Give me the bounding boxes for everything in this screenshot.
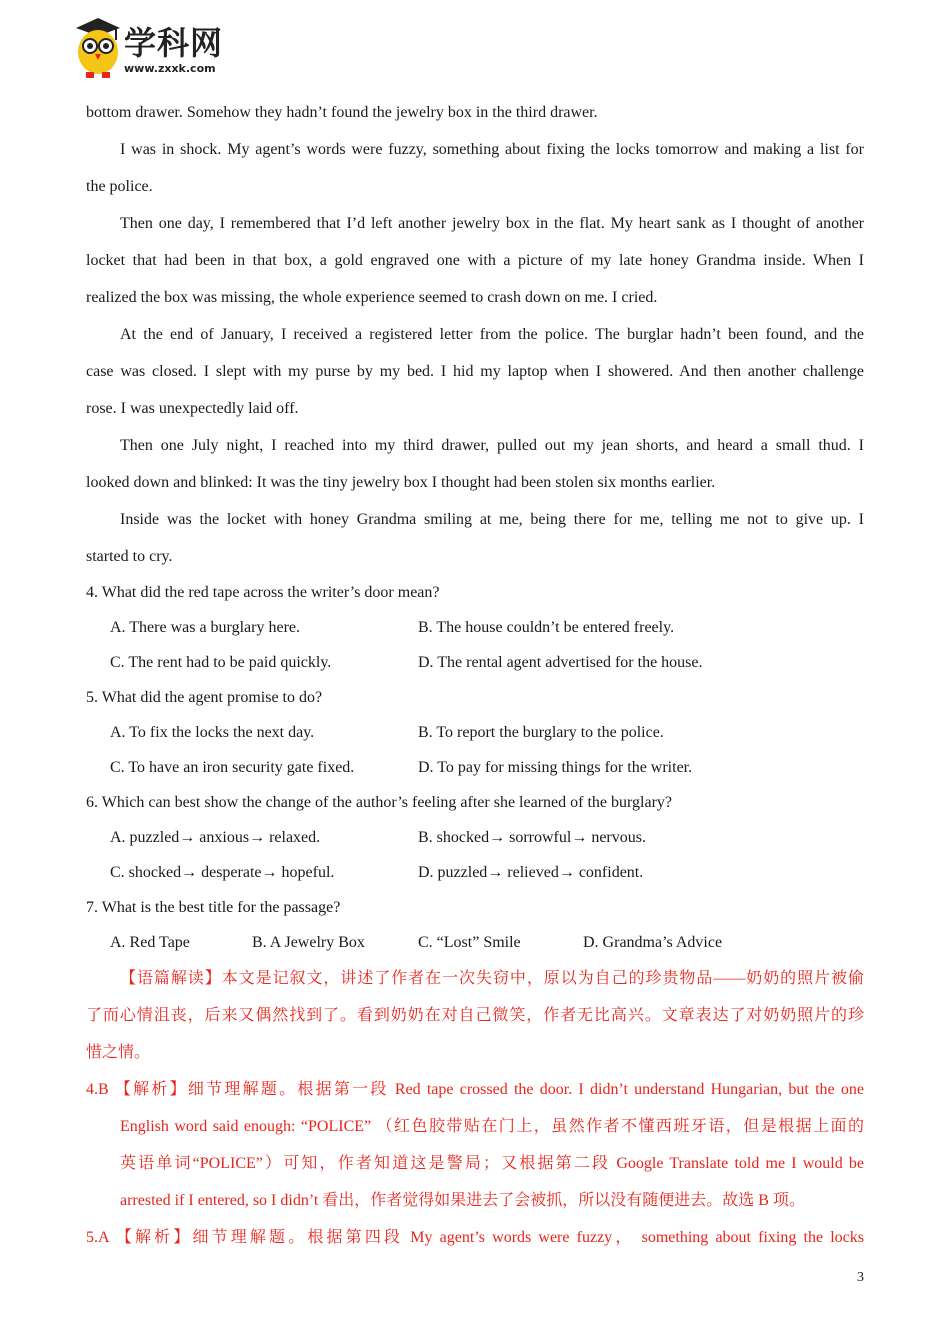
site-logo <box>72 14 242 82</box>
page-number: 3 <box>857 1270 864 1285</box>
question-stem: 5. What did the agent promise to do? <box>86 689 323 706</box>
text-line: 惜之情。 <box>86 1044 151 1061</box>
option-c: C. “Lost” Smile <box>418 934 521 951</box>
option-a: A. puzzled→ anxious→ relaxed. <box>110 829 321 846</box>
text-line: 4.B 【解析】细节理解题。根据第一段 Red tape crossed the door. I didn’t understand Hungarian, but the one <box>86 1081 864 1098</box>
question-4 <box>86 575 864 680</box>
passage-paragraph <box>86 205 864 316</box>
passage-paragraph <box>86 131 864 205</box>
text-line: rose. I was unexpectedly laid off. <box>86 400 299 417</box>
option-b: B. To report the burglary to the police. <box>418 724 664 741</box>
text-line: Then one July night, I reached into my third drawer, pulled out my jean shorts, and heard a small thud. I <box>120 437 864 454</box>
option-c: C. shocked→ desperate→ hopeful. <box>110 864 335 881</box>
option-a: A. There was a burglary here. <box>110 619 300 636</box>
option-d: D. puzzled→ relieved→ confident. <box>418 864 644 881</box>
text-line: 英语单词“POLICE”）可知，作者知道这是警局；又根据第二段 Google Translate told me I would be <box>120 1155 864 1172</box>
option-b: B. shocked→ sorrowful→ nervous. <box>418 829 646 846</box>
question-stem: 7. What is the best title for the passage? <box>86 899 341 916</box>
logo-text: 学科网 <box>124 24 224 62</box>
text-line: 5.A 【解析】细节理解题。根据第四段 My agent’s words were fuzzy， something about fixing the locks <box>86 1229 864 1246</box>
answer-4-explanation <box>86 1071 864 1219</box>
passage-analysis <box>86 960 864 1071</box>
text-line: case was closed. I slept with my purse by my bed. I hid my laptop when I showered. And then another challenge <box>86 363 864 380</box>
text-line: locket that had been in that box, a gold engraved one with a picture of my late honey Grandma inside. When I <box>86 252 864 269</box>
option-d: D. Grandma’s Advice <box>583 934 723 951</box>
option-d: D. To pay for missing things for the writer. <box>418 759 693 776</box>
option-b: B. The house couldn’t be entered freely. <box>418 619 675 636</box>
passage-paragraph <box>86 316 864 427</box>
text-line: I was in shock. My agent’s words were fuzzy, something about fixing the locks tomorrow and making a list for <box>120 141 864 158</box>
question-stem: 6. Which can best show the change of the author’s feeling after she learned of the burglary? <box>86 794 673 811</box>
text-line: 了而心情沮丧，后来又偶然找到了。看到奶奶在对自己微笑，作者无比高兴。文章表达了对奶奶照片的珍 <box>86 1007 864 1024</box>
question-6 <box>86 785 864 890</box>
text-line: the police. <box>86 178 153 195</box>
option-b: B. A Jewelry Box <box>252 934 365 951</box>
passage-paragraph <box>86 94 864 131</box>
text-line: realized the box was missing, the whole experience seemed to crash down on me. I cried. <box>86 289 658 306</box>
text-line: bottom drawer. Somehow they hadn’t found the jewelry box in the third drawer. <box>86 104 598 121</box>
passage-paragraph <box>86 501 864 575</box>
text-line: English word said enough: “POLICE” （红色胶带贴在门上，虽然作者不懂西班牙语，但是根据上面的 <box>120 1118 864 1135</box>
option-d: D. The rental agent advertised for the house. <box>418 654 703 671</box>
text-line: Inside was the locket with honey Grandma smiling at me, being there for me, telling me not to give up. I <box>120 511 864 528</box>
question-7 <box>86 890 864 960</box>
answer-5-explanation <box>86 1219 864 1256</box>
option-c: C. The rent had to be paid quickly. <box>110 654 332 671</box>
option-a: A. Red Tape <box>110 934 190 951</box>
question-stem: 4. What did the red tape across the writer’s door mean? <box>86 584 440 601</box>
text-line: arrested if I entered, so I didn’t 看出，作者觉得如果进去了会被抓，所以没有随便进去。故选 B 项。 <box>120 1192 805 1209</box>
text-line: started to cry. <box>86 548 173 565</box>
passage-paragraph <box>86 427 864 501</box>
text-line: 【语篇解读】本文是记叙文，讲述了作者在一次失窃中，原以为自己的珍贵物品——奶奶的照片被偷 <box>120 970 864 987</box>
option-c: C. To have an iron security gate fixed. <box>110 759 355 776</box>
option-a: A. To fix the locks the next day. <box>110 724 315 741</box>
owl-mascot-icon <box>72 14 124 80</box>
logo-url: www.zxxk.com <box>124 62 216 75</box>
document-body <box>86 94 864 1256</box>
text-line: At the end of January, I received a registered letter from the police. The burglar hadn’t been found, and the <box>120 326 864 343</box>
text-line: looked down and blinked: It was the tiny jewelry box I thought had been stolen six months earlier. <box>86 474 716 491</box>
question-5 <box>86 680 864 785</box>
text-line: Then one day, I remembered that I’d left another jewelry box in the flat. My heart sank as I thought of another <box>120 215 864 232</box>
